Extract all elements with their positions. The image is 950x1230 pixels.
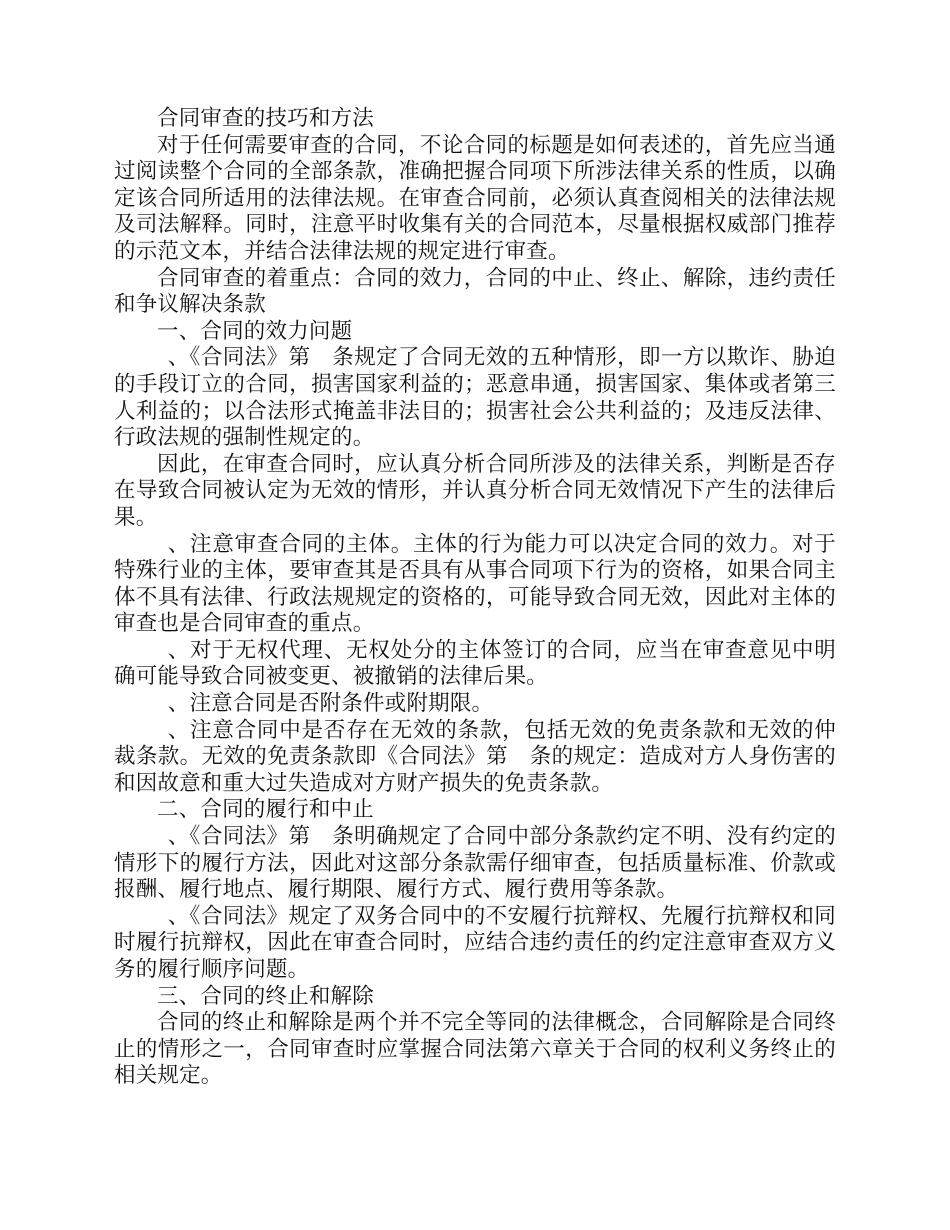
list-item: 、注意审查合同的主体。主体的行为能力可以决定合同的效力。对于特殊行业的主体，要审查其是否具有从事合同项下行为的资格，如果合同主体不具有法律、行政法规规定的资格的，可能导致合同无效，因此对主体的审查也是合同审查的重点。 — [114, 531, 836, 637]
section-heading: 一、合同的效力问题 — [157, 318, 353, 344]
section-heading: 二、合同的履行和中止 — [157, 797, 375, 823]
paragraph: 合同审查的着重点：合同的效力，合同的中止、终止、解除，违约责任和争议解决条款 — [114, 265, 836, 318]
list-item: 、注意合同中是否存在无效的条款，包括无效的免责条款和无效的仲裁条款。无效的免责条款即《合同法》第 条的规定：造成对方人身伤害的和因故意和重大过失造成对方财产损失的免责条款。 — [114, 717, 836, 796]
list-item: 、《合同法》第 条规定了合同无效的五种情形，即一方以欺诈、胁迫的手段订立的合同，损害国家利益的；恶意串通，损害国家、集体或者第三人利益的；以合法形式掩盖非法目的；损害社会公共利益的；及违反法律、行政法规的强制性规定的。 — [114, 345, 836, 451]
document-title: 合同审查的技巧和方法 — [157, 106, 375, 131]
section-heading: 三、合同的终止和解除 — [157, 983, 375, 1009]
paragraph: 对于任何需要审查的合同，不论合同的标题是如何表述的，首先应当通过阅读整个合同的全部条款，准确把握合同项下所涉法律关系的性质，以确定该合同所适用的法律法规。在审查合同前，必须认真查阅相关的法律法规及司法解释。同时，注意平时收集有关的合同范本，尽量根据权威部门推荐的示范文本，并结合法律法规的规定进行审查。 — [114, 132, 836, 264]
list-item: 、《合同法》规定了双务合同中的不安履行抗辩权、先履行抗辩权和同时履行抗辩权，因此在审查合同时，应结合违约责任的约定注意审查双方义务的履行顺序问题。 — [114, 903, 836, 982]
document-page — [114, 106, 836, 1090]
list-item: 、《合同法》第 条明确规定了合同中部分条款约定不明、没有约定的情形下的履行方法，因此对这部分条款需仔细审查，包括质量标准、价款或报酬、履行地点、履行期限、履行方式、履行费用等条款。 — [114, 824, 836, 903]
paragraph: 因此，在审查合同时，应认真分析合同所涉及的法律关系，判断是否存在导致合同被认定为无效的情形，并认真分析合同无效情况下产生的法律后果。 — [114, 451, 836, 530]
list-item: 、对于无权代理、无权处分的主体签订的合同，应当在审查意见中明确可能导致合同被变更、被撤销的法律后果。 — [114, 637, 836, 690]
list-item: 、注意合同是否附条件或附期限。 — [167, 691, 494, 717]
paragraph: 合同的终止和解除是两个并不完全等同的法律概念，合同解除是合同终止的情形之一，合同审查时应掌握合同法第六章关于合同的权利义务终止的相关规定。 — [114, 1010, 836, 1089]
